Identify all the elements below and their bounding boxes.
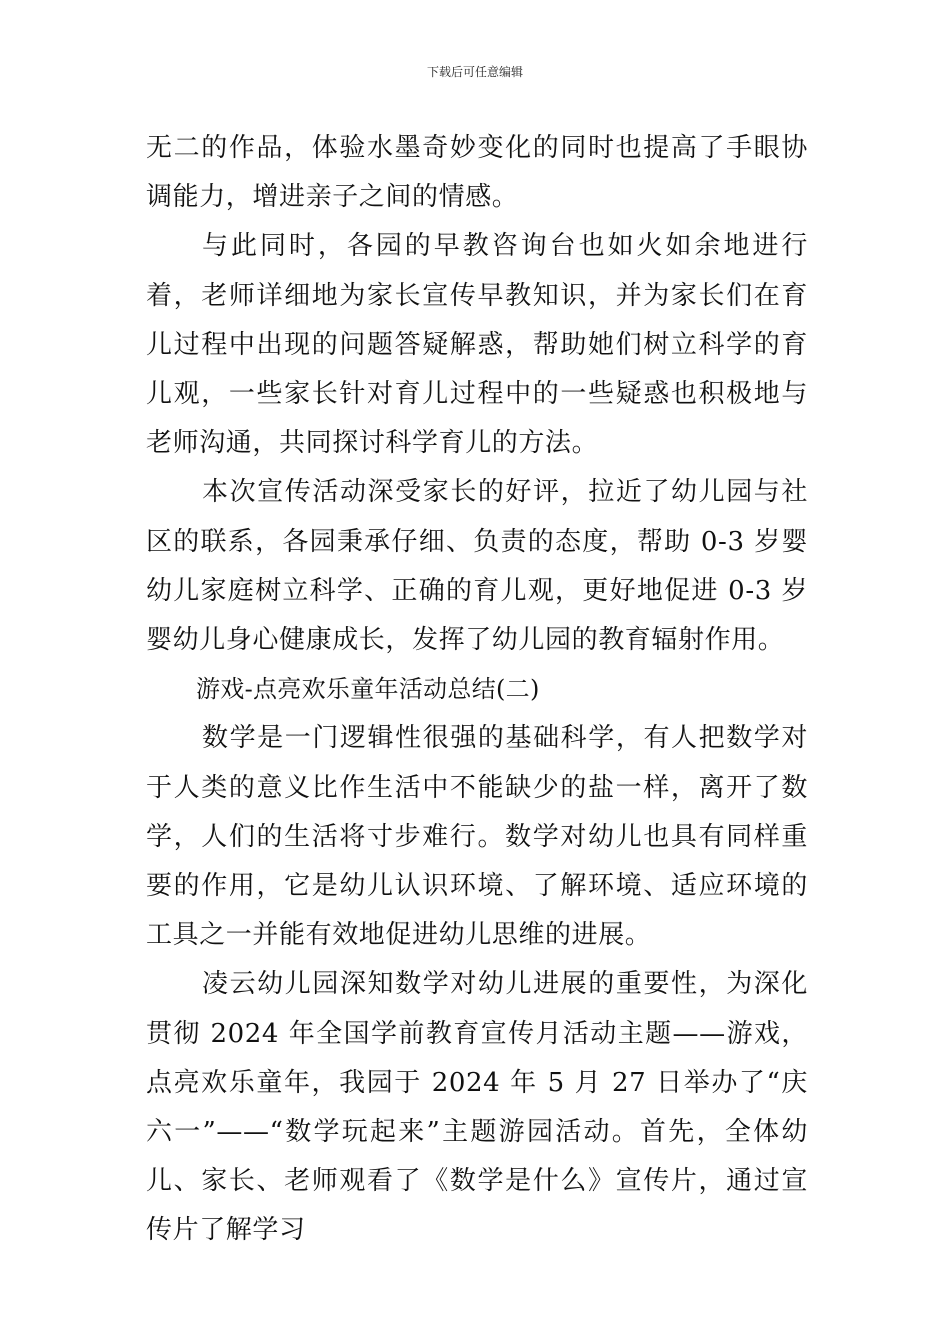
page-header-note: 下载后可任意编辑 <box>426 65 523 79</box>
paragraph-math-intro: 数学是一门逻辑性很强的基础科学，有人把数学对于人类的意义比作生活中不能缺少的盐一样，离开了数学，人们的生活将寸步难行。数学对幼儿也具有同样重要的作用，它是幼儿认识环境、了解环境、适应环境的工具之一并能有效地促进幼儿思维的进展。 <box>146 723 808 951</box>
document-body <box>146 124 808 1256</box>
paragraph-continued: 无二的作品，体验水墨奇妙变化的同时也提高了手眼协调能力，增进亲子之间的情感。 <box>146 133 808 213</box>
section-heading: 游戏-点亮欢乐童年活动总结(二) <box>196 675 540 704</box>
paragraph-consultation: 与此同时，各园的早教咨询台也如火如余地进行着，老师详细地为家长宣传早教知识，并为家长们在育儿过程中出现的问题答疑解惑，帮助她们树立科学的育儿观，一些家长针对育儿过程中的一些疑惑也积极地与老师沟通，共同探讨科学育儿的方法。 <box>146 231 808 459</box>
paragraph-summary: 本次宣传活动深受家长的好评，拉近了幼儿园与社区的联系，各园秉承仔细、负责的态度，帮助 0-3 岁婴幼儿家庭树立科学、正确的育儿观，更好地促进 0-3 岁婴幼儿身心健康成长，发挥了幼儿园的教育辐射作用。 <box>146 477 808 656</box>
paragraph-lingyun-activity: 凌云幼儿园深知数学对幼儿进展的重要性，为深化贯彻 2024 年全国学前教育宣传月活动主题——游戏，点亮欢乐童年，我园于 2024 年 5 月 27 日举办了“庆六一”——“数学玩起来”主题游园活动。首先，全体幼儿、家长、老师观看了《数学是什么》宣传片，通过宣传片了解学习 <box>146 969 808 1246</box>
